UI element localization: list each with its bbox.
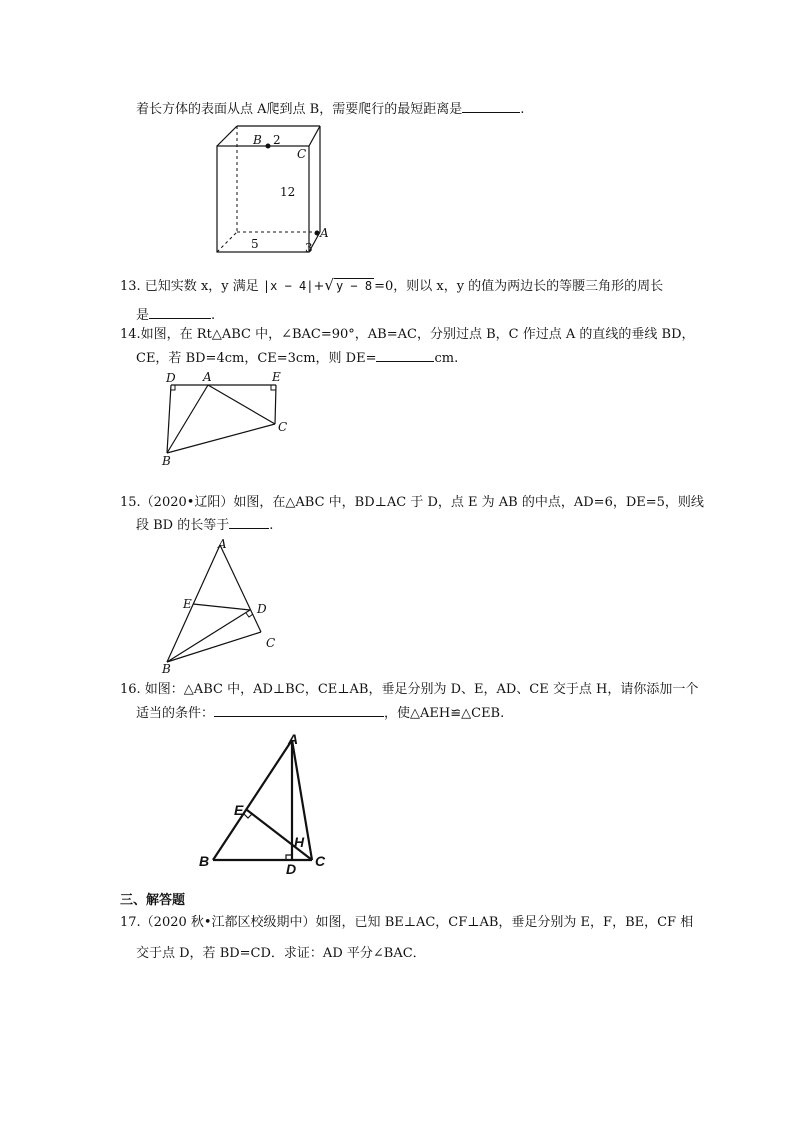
q12-answer-blank[interactable]: [462, 99, 520, 113]
q16-line1: 16. 如图：△ABC 中，AD⊥BC，CE⊥AB，垂足分别为 D、E，AD、CE 交于点 H，请你添加一个: [120, 682, 699, 697]
q14-label-e: E: [272, 370, 281, 384]
q16-answer-blank[interactable]: [214, 703, 384, 717]
q13-abs-expression: |x − 4|: [262, 279, 314, 293]
q14-figure: [160, 378, 290, 468]
q13-text: 13. 已知实数 x，y 满足 |x − 4|+√ y − 8 =0，则以 x，y 的值为两边长的等腰三角形的周长: [120, 276, 664, 294]
q17-line1: 17.（2020 秋•江都区校级期中）如图，已知 BE⊥AC，CF⊥AB，垂足分别为 E，F，BE，CF 相: [120, 915, 694, 930]
q16-figure: [200, 730, 330, 870]
q16-label-b: B: [199, 853, 210, 869]
q15-line1: 15.（2020•辽阳）如图，在△ABC 中，BD⊥AC 于 D，点 E 为 AB 的中点，AD=6，DE=5，则线: [120, 495, 704, 510]
q15-line2: 段 BD 的长等于 .: [136, 515, 273, 535]
q16-label-h: H: [294, 834, 305, 850]
q14-line1: 14.如图，在 Rt△ABC 中，∠BAC=90°，AB=AC，分别过点 B，C 作过点 A 的直线的垂线 BD，: [120, 327, 695, 342]
cuboid-label-12: 12: [280, 185, 296, 199]
q16-label-a: A: [288, 731, 299, 747]
q12-question: 着长方体的表面从点 A爬到点 B，需要爬行的最短距离是: [136, 102, 463, 117]
cuboid-label-5: 5: [251, 237, 259, 251]
q13-root-expression: y − 8: [335, 279, 373, 293]
q15-label-e: E: [183, 597, 192, 611]
q15-answer-blank[interactable]: [229, 515, 269, 529]
q15-label-d: D: [257, 602, 267, 616]
q14-line2: CE，若 BD=4cm，CE=3cm，则 DE= cm.: [136, 348, 458, 368]
q17-line2: 交于点 D，若 BD=CD．求证：AD 平分∠BAC．: [136, 946, 426, 961]
q15-label-a: A: [218, 537, 227, 551]
q15-label-b: B: [162, 662, 171, 676]
point-a: [315, 231, 320, 236]
point-b: [266, 144, 271, 149]
q12-text: 着长方体的表面从点 A爬到点 B，需要爬行的最短距离是 .: [136, 99, 524, 119]
q14-label-c: C: [278, 420, 288, 434]
cuboid-label-b: B: [253, 133, 262, 147]
cuboid-label-a: A: [320, 226, 329, 240]
q14-label-a: A: [203, 370, 212, 384]
q15-figure: [160, 540, 270, 670]
q13-answer-blank[interactable]: [149, 305, 211, 319]
q15-label-c: C: [266, 636, 276, 650]
sqrt-icon: √: [324, 276, 334, 294]
q16-label-c: C: [315, 853, 326, 869]
q16-label-e: E: [234, 802, 244, 818]
q14-label-d: D: [166, 371, 176, 385]
q16-line2: 适当的条件： ，使△AEH≌△CEB.: [136, 703, 504, 723]
cuboid-label-3: 3: [305, 241, 313, 255]
section-heading: 三、解答题: [120, 893, 186, 908]
cuboid-label-2: 2: [273, 133, 281, 147]
q14-answer-blank[interactable]: [376, 348, 434, 362]
q13-line2: 是 .: [136, 305, 215, 325]
cuboid-label-c: C: [297, 147, 307, 161]
q14-label-b: B: [162, 454, 171, 468]
q16-label-d: D: [286, 861, 297, 877]
